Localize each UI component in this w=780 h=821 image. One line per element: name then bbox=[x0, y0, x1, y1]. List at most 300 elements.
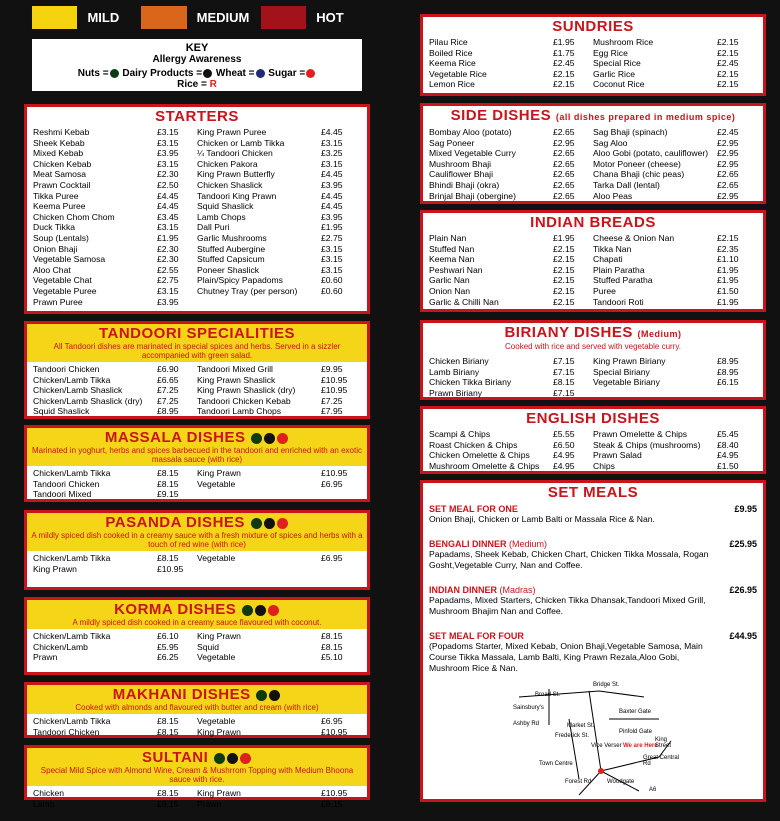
menu-item bbox=[593, 48, 757, 59]
korma-subtitle: A mildly spiced dish cooked in a creamy sauce flavoured with coconut. bbox=[72, 618, 322, 627]
item-price: £4.45 bbox=[321, 201, 343, 212]
sugar-icon bbox=[240, 753, 251, 764]
map-label-here: We are Here bbox=[623, 743, 658, 749]
item-name: Sag Poneer bbox=[429, 137, 475, 148]
menu-item bbox=[33, 169, 197, 180]
item-name: Vegetable Biriany bbox=[593, 377, 660, 388]
meal-price: £44.95 bbox=[729, 631, 757, 641]
english-left-list bbox=[429, 429, 593, 471]
side-note: (all dishes prepared in medium spice) bbox=[555, 112, 736, 122]
item-price: £9.95 bbox=[321, 364, 343, 374]
item-price: £4.45 bbox=[321, 169, 343, 180]
item-price: £1.95 bbox=[157, 232, 179, 243]
item-name: Mixed Kebab bbox=[33, 148, 84, 159]
key-row bbox=[36, 68, 358, 79]
sugar-icon bbox=[306, 69, 315, 78]
menu-item bbox=[593, 440, 757, 451]
sundries-left-list bbox=[429, 37, 593, 90]
item-price: £4.45 bbox=[321, 190, 343, 201]
item-price: £2.15 bbox=[717, 37, 739, 47]
starters-title: STARTERS bbox=[155, 108, 239, 125]
item-name: Motor Poneer (cheese) bbox=[593, 158, 681, 169]
menu-item bbox=[429, 138, 593, 149]
item-name: Cheese & Onion Nan bbox=[593, 233, 675, 243]
menu-item bbox=[197, 159, 361, 170]
set-meal bbox=[429, 504, 757, 525]
menu-item bbox=[33, 275, 197, 286]
item-price: £10.95 bbox=[157, 563, 184, 574]
menu-item bbox=[197, 254, 361, 265]
menu-item bbox=[593, 233, 757, 244]
menu-item bbox=[33, 652, 197, 663]
menu-item bbox=[197, 385, 361, 396]
nuts-icon bbox=[214, 753, 225, 764]
menu-item bbox=[197, 788, 361, 799]
item-name: King Prawn Biriany bbox=[593, 356, 666, 366]
item-name: Special Biriany bbox=[593, 366, 650, 377]
item-price: £3.15 bbox=[321, 137, 343, 148]
key-dairy: Dairy Products = bbox=[122, 68, 203, 79]
key-sugar: Sugar = bbox=[268, 68, 306, 79]
menu-item bbox=[429, 127, 593, 138]
biriany-section bbox=[420, 320, 766, 400]
item-name: Plain Nan bbox=[429, 233, 467, 243]
item-price: £2.15 bbox=[717, 47, 739, 58]
item-price: £1.10 bbox=[717, 254, 739, 265]
menu-item bbox=[33, 233, 197, 244]
item-name: King Prawn bbox=[197, 726, 241, 737]
item-price: £2.75 bbox=[321, 232, 343, 243]
dairy-icon bbox=[227, 753, 238, 764]
item-price: £3.15 bbox=[321, 254, 343, 265]
meal-name bbox=[429, 504, 734, 514]
item-price: £2.45 bbox=[717, 127, 739, 137]
menu-item bbox=[429, 37, 593, 48]
item-price: £0.60 bbox=[321, 275, 343, 286]
item-price: £3.15 bbox=[321, 264, 343, 275]
menu-item bbox=[33, 364, 197, 375]
item-name: Dall Puri bbox=[197, 222, 230, 233]
menu-item bbox=[429, 461, 593, 472]
meal-price: £9.95 bbox=[734, 504, 757, 514]
menu-item bbox=[197, 244, 361, 255]
tandoori-left-list bbox=[33, 364, 197, 417]
item-price: £7.25 bbox=[321, 395, 343, 406]
item-name: King Prawn bbox=[33, 563, 77, 574]
item-name: Stuffed Capsicum bbox=[197, 254, 265, 265]
item-price: £6.90 bbox=[157, 364, 179, 374]
setmeals-title: SET MEALS bbox=[547, 484, 639, 501]
item-name: King Prawn bbox=[197, 788, 241, 798]
item-price: £2.75 bbox=[157, 275, 179, 286]
item-price: £3.15 bbox=[321, 158, 343, 169]
item-name: Tandoori Mixed Grill bbox=[197, 364, 273, 374]
makhani-subtitle: Cooked with almonds and flavoured with butter and cream (with rice) bbox=[75, 703, 319, 712]
item-price: £10.95 bbox=[321, 468, 348, 478]
dairy-icon bbox=[264, 433, 275, 444]
meal-name bbox=[429, 539, 729, 549]
sultani-subtitle: Special Mild Spice with Almond Wine, Cream & Mushrrom Topping with Medium Bhoona sauce with rice. bbox=[40, 766, 354, 784]
menu-item bbox=[33, 286, 197, 297]
sundries-title: SUNDRIES bbox=[552, 18, 634, 35]
menu-item bbox=[593, 159, 757, 170]
item-price: £7.25 bbox=[157, 385, 179, 396]
item-name: Keema Nan bbox=[429, 254, 475, 265]
menu-item bbox=[197, 364, 361, 375]
biriany-right-list bbox=[593, 356, 757, 398]
meal-name-text: INDIAN DINNER bbox=[429, 585, 498, 595]
item-price: £0.60 bbox=[321, 285, 343, 296]
side-dishes-section bbox=[420, 103, 766, 204]
menu-item bbox=[197, 265, 361, 276]
item-name: Tandoori King Prawn bbox=[197, 190, 277, 201]
item-name: Brinjal Bhaji (obergine) bbox=[429, 190, 516, 201]
menu-item bbox=[33, 799, 197, 810]
menu-item bbox=[429, 233, 593, 244]
set-meals-section bbox=[420, 480, 766, 802]
location-pin-icon bbox=[598, 768, 604, 774]
item-name: Lamb bbox=[33, 798, 55, 809]
item-price: £2.15 bbox=[553, 296, 575, 307]
item-name: Chicken/Lamb Shaslick (dry) bbox=[33, 395, 143, 406]
breads-section bbox=[420, 210, 766, 312]
breads-right-list bbox=[593, 233, 757, 307]
left-column bbox=[24, 0, 370, 809]
item-price: £10.95 bbox=[321, 374, 348, 385]
item-price: £2.65 bbox=[553, 158, 575, 169]
item-price: £8.15 bbox=[553, 377, 575, 388]
item-name: Squid bbox=[197, 641, 219, 652]
item-name: Chicken Pakora bbox=[197, 158, 258, 169]
sultani-section bbox=[24, 745, 370, 809]
item-price: £4.95 bbox=[717, 450, 739, 461]
menu-item bbox=[197, 375, 361, 386]
item-price: £8.95 bbox=[717, 356, 739, 366]
item-name: Tandoori Chicken bbox=[33, 364, 100, 374]
meal-name-text: SET MEAL FOR ONE bbox=[429, 504, 518, 514]
menu-item bbox=[33, 254, 197, 265]
map-label: Broad St. bbox=[535, 692, 561, 698]
menu-item bbox=[33, 406, 197, 417]
item-name: Tandoori Roti bbox=[593, 296, 644, 307]
item-price: £2.15 bbox=[553, 275, 575, 286]
item-price: £5.10 bbox=[321, 652, 343, 663]
item-price: £3.15 bbox=[321, 243, 343, 254]
map-label: Town Centre bbox=[539, 761, 573, 767]
wheat-icon bbox=[256, 69, 265, 78]
menu-item bbox=[593, 58, 757, 69]
menu-item bbox=[429, 79, 593, 90]
item-name: Stuffed Paratha bbox=[593, 275, 653, 286]
tandoori-subtitle: All Tandoori dishes are marinated in special spices and herbs. Served in a sizzler accompanied with green salad. bbox=[53, 342, 341, 360]
sultani-title: SULTANI bbox=[142, 749, 209, 766]
menu-item bbox=[33, 479, 197, 490]
item-price: £2.95 bbox=[717, 148, 739, 159]
menu-item bbox=[593, 297, 757, 308]
menu-item bbox=[33, 564, 197, 575]
item-price: £2.45 bbox=[717, 58, 739, 69]
item-name: Sag Aloo bbox=[593, 137, 628, 148]
item-name: King Prawn Shaslick (dry) bbox=[197, 385, 296, 396]
item-price: £2.15 bbox=[553, 264, 575, 275]
item-name: Scampi & Chips bbox=[429, 429, 491, 439]
item-price: £1.95 bbox=[717, 264, 739, 275]
korma-left-list bbox=[33, 631, 197, 663]
item-price: £8.95 bbox=[157, 406, 179, 417]
item-name: Prawn Biriany bbox=[429, 387, 483, 398]
item-price: £1.95 bbox=[717, 296, 739, 307]
dairy-icon bbox=[264, 518, 275, 529]
menu-item bbox=[197, 631, 361, 642]
item-name: Vegetable Puree bbox=[33, 285, 97, 296]
item-price: £10.95 bbox=[321, 726, 348, 737]
makhani-title: MAKHANI DISHES bbox=[112, 686, 251, 703]
item-price: £3.95 bbox=[157, 148, 179, 159]
item-name: Puree bbox=[593, 285, 616, 296]
menu-item bbox=[429, 169, 593, 180]
menu-item bbox=[429, 377, 593, 388]
item-name: Chicken Tikka Biriany bbox=[429, 377, 512, 388]
meal-name bbox=[429, 631, 729, 641]
item-name: Vegetable Chat bbox=[33, 275, 92, 286]
item-price: £8.15 bbox=[157, 478, 179, 489]
menu-item bbox=[33, 716, 197, 727]
menu-item bbox=[593, 138, 757, 149]
menu-item bbox=[429, 48, 593, 59]
item-name: Tandoori Chicken Kebab bbox=[197, 395, 291, 406]
item-name: Peshwari Nan bbox=[429, 264, 483, 275]
item-name: Tandoori Chicken bbox=[33, 478, 100, 489]
map-label: Ashby Rd bbox=[513, 721, 540, 727]
menu-item bbox=[33, 222, 197, 233]
side-left-list bbox=[429, 127, 593, 201]
item-price: £6.95 bbox=[321, 553, 343, 563]
menu-item bbox=[429, 429, 593, 440]
item-name: Prawn Omelette & Chips bbox=[593, 429, 688, 439]
map-label: A6 bbox=[649, 787, 657, 793]
map-label: Bridge St. bbox=[593, 682, 620, 688]
menu-item bbox=[593, 450, 757, 461]
item-price: £2.65 bbox=[553, 190, 575, 201]
menu-item bbox=[33, 468, 197, 479]
item-name: Chicken or Lamb Tikka bbox=[197, 137, 285, 148]
nuts-icon bbox=[110, 69, 119, 78]
menu-item bbox=[429, 148, 593, 159]
menu-item bbox=[197, 275, 361, 286]
biriany-title: BIRIANY DISHES bbox=[504, 324, 633, 341]
massala-subtitle: Marinated in yoghurt, herbs and spices barbecued in the tandoori and enriched with an exotic massala sauce (with rice) bbox=[32, 446, 362, 464]
menu-item bbox=[33, 201, 197, 212]
item-name: Plain Paratha bbox=[593, 264, 645, 275]
item-price: £2.95 bbox=[717, 137, 739, 148]
item-name: Prawn Salad bbox=[593, 450, 642, 461]
item-price: £6.25 bbox=[157, 652, 179, 663]
item-name: Roast Chicken & Chips bbox=[429, 439, 518, 450]
map-label: Vice Verser bbox=[591, 743, 622, 749]
item-price: £8.15 bbox=[157, 726, 179, 737]
item-name: Chips bbox=[593, 460, 615, 471]
breads-left-list bbox=[429, 233, 593, 307]
item-name: Chapati bbox=[593, 254, 623, 265]
item-name: Tandoori Chicken bbox=[33, 726, 100, 737]
menu-item bbox=[429, 180, 593, 191]
makhani-right-list bbox=[197, 716, 361, 737]
key-rice: Rice = bbox=[177, 79, 207, 90]
menu-item bbox=[593, 69, 757, 80]
menu-item bbox=[33, 553, 197, 564]
item-name: ¼ Tandoori Chicken bbox=[197, 148, 273, 159]
item-price: £6.50 bbox=[553, 439, 575, 450]
item-price: £7.25 bbox=[157, 395, 179, 406]
menu-item bbox=[197, 138, 361, 149]
menu-item bbox=[33, 180, 197, 191]
map-label: Forest Rd bbox=[565, 779, 592, 785]
item-price: £4.45 bbox=[321, 127, 343, 137]
item-price: £9.15 bbox=[157, 489, 179, 500]
map-label: Great Central Rd bbox=[643, 755, 680, 767]
item-name: Tandoori Lamb Chops bbox=[197, 406, 282, 417]
item-name: Keema Rice bbox=[429, 58, 476, 69]
meal-note: (Madras) bbox=[499, 585, 536, 595]
item-name: King Prawn bbox=[197, 468, 241, 478]
korma-section bbox=[24, 597, 370, 675]
menu-item bbox=[197, 553, 361, 564]
item-name: Special Rice bbox=[593, 58, 641, 69]
menu-item bbox=[593, 37, 757, 48]
pasanda-section bbox=[24, 510, 370, 590]
menu-item bbox=[429, 297, 593, 308]
map-label: Baxter Gate bbox=[619, 709, 652, 715]
menu-item bbox=[197, 233, 361, 244]
menu-item bbox=[197, 148, 361, 159]
item-name: Prawn bbox=[197, 798, 222, 809]
item-price: £4.45 bbox=[157, 201, 179, 212]
dairy-icon bbox=[203, 69, 212, 78]
menu-item bbox=[197, 716, 361, 727]
item-name: King Prawn bbox=[197, 631, 241, 641]
meal-description: Papadams, Sheek Kebab, Chicken Chart, Chicken Tikka Mossala, Rogan Gosht,Vegetable Curry, Nan and Coffee. bbox=[429, 549, 709, 570]
menu-item bbox=[197, 396, 361, 407]
item-price: £2.15 bbox=[553, 68, 575, 79]
item-name: Chicken/Lamb Tikka bbox=[33, 468, 111, 478]
medium-swatch bbox=[141, 6, 186, 29]
item-price: £7.15 bbox=[553, 387, 575, 398]
item-name: Coconut Rice bbox=[593, 79, 645, 90]
item-name: Aloo Peas bbox=[593, 190, 633, 201]
hot-swatch bbox=[261, 6, 306, 29]
item-price: £2.15 bbox=[553, 254, 575, 265]
item-name: Mushroom Omelette & Chips bbox=[429, 460, 540, 471]
nuts-icon bbox=[256, 690, 267, 701]
item-name: Mixed Vegetable Curry bbox=[429, 148, 516, 159]
item-name: Chicken/Lamb Tikka bbox=[33, 631, 111, 641]
item-price: £2.45 bbox=[553, 58, 575, 69]
item-price: £2.95 bbox=[717, 190, 739, 201]
menu-item bbox=[593, 367, 757, 378]
item-name: Chicken/Lamb Shaslick bbox=[33, 385, 123, 396]
meal-price: £25.95 bbox=[729, 539, 757, 549]
menu-item bbox=[593, 191, 757, 202]
menu-item bbox=[197, 212, 361, 223]
item-price: £6.95 bbox=[321, 716, 343, 726]
menu-item bbox=[33, 385, 197, 396]
menu-item bbox=[429, 191, 593, 202]
meal-note: (Medium) bbox=[509, 539, 548, 549]
item-name: Meat Samosa bbox=[33, 169, 87, 180]
item-name: Cauliflower Bhaji bbox=[429, 169, 494, 180]
korma-right-list bbox=[197, 631, 361, 663]
english-section bbox=[420, 406, 766, 474]
side-right-list bbox=[593, 127, 757, 201]
menu-item bbox=[429, 265, 593, 276]
item-name: Garlic Rice bbox=[593, 68, 636, 79]
item-name: Prawn bbox=[33, 652, 58, 663]
biriany-left-list bbox=[429, 356, 593, 398]
item-name: Tandoori Mixed bbox=[33, 489, 92, 500]
item-name: Aloo Chat bbox=[33, 264, 71, 275]
item-name: Lamb Biriany bbox=[429, 366, 480, 377]
item-name: Chicken bbox=[33, 788, 65, 798]
item-name: Duck Tikka bbox=[33, 222, 76, 233]
menu-item bbox=[593, 265, 757, 276]
menu-item bbox=[197, 727, 361, 738]
item-name: Pilau Rice bbox=[429, 37, 468, 47]
item-name: Lemon Rice bbox=[429, 79, 475, 90]
item-name: Egg Rice bbox=[593, 47, 628, 58]
menu-item bbox=[197, 127, 361, 138]
item-name: Vegetable bbox=[197, 553, 236, 563]
menu-item bbox=[33, 212, 197, 223]
item-price: £2.65 bbox=[553, 169, 575, 180]
item-price: £2.50 bbox=[157, 179, 179, 190]
nuts-icon bbox=[251, 433, 262, 444]
menu-item bbox=[33, 127, 197, 138]
menu-item bbox=[593, 148, 757, 159]
item-price: £2.55 bbox=[157, 264, 179, 275]
item-price: £2.65 bbox=[553, 148, 575, 159]
item-name: Stuffed Aubergine bbox=[197, 243, 266, 254]
makhani-section bbox=[24, 682, 370, 738]
menu-item bbox=[429, 58, 593, 69]
menu-item bbox=[197, 799, 361, 810]
item-price: £2.30 bbox=[157, 254, 179, 265]
item-name: Steak & Chips (mushrooms) bbox=[593, 439, 701, 450]
english-right-list bbox=[593, 429, 757, 471]
menu-item bbox=[197, 180, 361, 191]
menu-item bbox=[33, 148, 197, 159]
menu-item bbox=[33, 727, 197, 738]
map-label: Sainsbury's bbox=[513, 705, 544, 711]
menu-item bbox=[197, 201, 361, 212]
menu-item bbox=[33, 244, 197, 255]
item-price: £3.15 bbox=[157, 222, 179, 233]
item-price: £2.15 bbox=[717, 233, 739, 243]
item-price: £8.15 bbox=[157, 716, 179, 726]
item-name: Tikka Nan bbox=[593, 243, 632, 254]
key-rice-code: R bbox=[209, 79, 217, 90]
breads-title: INDIAN BREADS bbox=[530, 214, 656, 231]
meal-name bbox=[429, 585, 729, 595]
item-price: £1.95 bbox=[321, 222, 343, 233]
map-label: King Street bbox=[655, 737, 672, 749]
starters-left-list bbox=[33, 127, 197, 307]
item-name: Chicken Biriany bbox=[429, 356, 489, 366]
allergy-key bbox=[32, 39, 362, 91]
massala-title: MASSALA DISHES bbox=[104, 429, 246, 446]
meal-name-text: BENGALI DINNER bbox=[429, 539, 507, 549]
item-price: £5.95 bbox=[157, 641, 179, 652]
item-name: Aloo Gobi (potato, cauliflower) bbox=[593, 148, 709, 159]
